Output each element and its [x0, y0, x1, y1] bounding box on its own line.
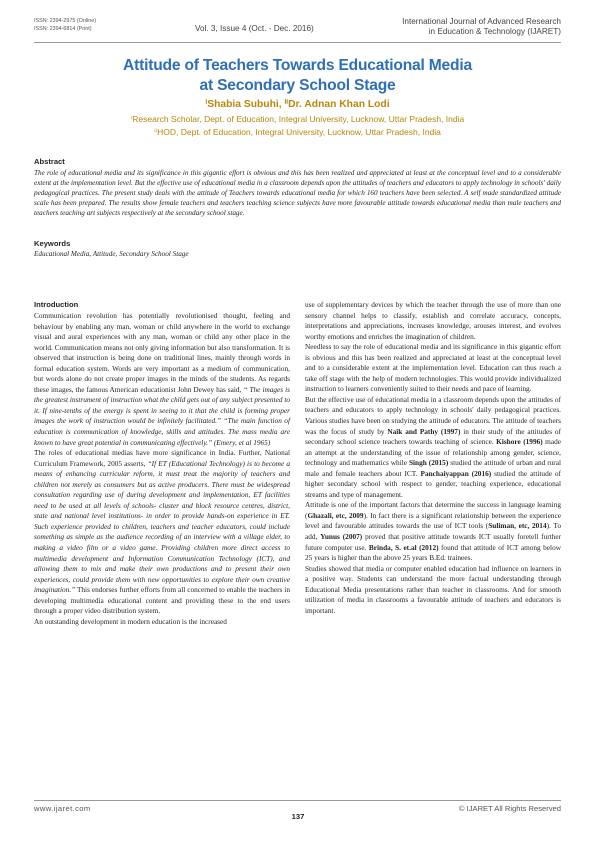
page-number: 137 — [291, 812, 305, 821]
keywords-text: Educational Media, Attitude, Secondary School Stage — [34, 250, 189, 258]
text-run: proved that positive attitude towards ICT usually foretell further future computer use. — [305, 532, 561, 552]
right-column — [305, 300, 561, 616]
text-run: Communication revolution has potentially revolutionised thought, feeling and behaviour by enabling any man, woman or child anywhere in the world to exchange visual and aural experiences with any man, woman or child any other place in the world. Communication means not only giving information but also transformation. It is observed that instruction is being done on traditional lines, mainly through words in formal education system. Words are very important as a medium of communication, but words alone do not create proper images in the minds of the students. As regards these images, the famous American educationist John Dewey has said, — [34, 311, 290, 394]
title-line1: Attitude of Teachers Towards Educational Media — [123, 57, 472, 74]
paragraph — [305, 395, 561, 500]
left-column — [34, 311, 290, 627]
affiliation-2: ⁱⁱHOD, Dept. of Education, Integral University, Lucknow, Uttar Pradesh, India — [154, 127, 441, 137]
text-run: Attitude is one of the important factors that determine the success in language learning ( — [305, 500, 561, 520]
text-run: in their study of the attitudes of secondary school science teachers towards teaching of science. — [305, 426, 561, 447]
journal-website: www.ijaret.com — [34, 804, 91, 813]
citation: Naik and Pathy (1997) — [387, 426, 461, 436]
journal-name-line1: International Journal of Advanced Research — [402, 17, 561, 26]
paper-title — [34, 56, 561, 95]
paragraph — [34, 311, 290, 448]
ncf-quote: “If ET (Educational Technology) is to become a means of enhancing curricular reform, it must treat the majority of teachers and children not merely as consumers but as active producers. There must be widespread consultation regarding use of during development and implementation, ET facilities need to be used at all levels of schools- cluster and block resource centres, district, state and national level institutions- in order to provide hands-on experience in ET. Such experience provided to children, teachers and teacher educators, could include something as simple as the audience recording of an interview with a village elder, to making a video film or a video game. Providing children more direct access to multimedia development and Information Communication Technology (ICT), and allowing them to mix and make their own productions and to present their own experiences, could provide them with new opportunities to explore their own creative imagination.” — [34, 458, 290, 595]
paragraph — [305, 500, 561, 563]
abstract-heading: Abstract — [34, 157, 65, 166]
introduction-heading: Introduction — [34, 300, 79, 309]
text-run: ). In fact there is a significant relationship between the experience level and favourable attitudes towards the use of ICT tools ( — [305, 510, 561, 531]
journal-name-line2: in Education & Technology (IJARET) — [428, 27, 561, 36]
citation: Panchaiyappan (2016) — [420, 468, 492, 478]
text-run: But the effective use of educational media in a classroom depends upon the attitudes of teachers and educators to apply technology in schools' daily pedagogical practices. Various studies have been on studying the attitude of educators. The attitude of teachers was the focus of study by — [305, 394, 561, 436]
citation: Kishore (1996) — [496, 437, 543, 447]
footer-rule — [34, 800, 561, 801]
paragraph: Studies showed that media or computer enabled education had influence on learners in a positive way. Students can understand the more factual understanding through Educational Media presentations rather than teacher in classrooms. And for smooth utilization of media in classrooms a favourable attitude of teachers and educators is important. — [305, 563, 561, 615]
journal-name — [346, 17, 561, 37]
text-run: This endorses further efforts from all concerned to enable the teachers in developing multimedia educational content and providing these to the end users through a proper video distribution system. — [34, 585, 290, 616]
title-line2: at Secondary School Stage — [199, 76, 396, 94]
authors: ⁱShabia Subuhi, ⁱⁱDr. Adnan Khan Lodi — [205, 99, 390, 110]
issn-online: ISSN: 2394-2975 (Online) — [34, 18, 97, 24]
keywords-heading: Keywords — [34, 239, 71, 248]
text-run: found that attitude of ICT among below 25 years is higher than the above 25 years B.Ed. trainees. — [305, 542, 561, 563]
text-run: studied the attitude of urban and rural male and female teachers about ICT. — [305, 458, 561, 478]
text-run: studied the attitude of higher secondary school with respect to gender, teaching experience, educational streams and type of management. — [305, 468, 561, 499]
paragraph — [34, 448, 290, 617]
citation: Singh (2015) — [408, 458, 449, 468]
text-run: The roles of educational medias have more significance in India. Further, National Curriculum Framework, 2005 asserts, — [34, 448, 290, 468]
paragraph — [34, 617, 290, 628]
volume-issue: Vol. 3, Issue 4 (Oct. - Dec. 2016) — [195, 24, 314, 33]
citation: Ghazali, etc, 2009 — [307, 510, 364, 520]
citation: Brinda, S. et.al (2012) — [368, 542, 439, 552]
dewey-quote: “ The images is the greatest instrument of instruction what the child gets out of any subject presented to it. If nine-tenths of the energy is spent in seeing to it that the child is forming proper images the work of instruction would be infinitely facilitated.” “The main function of education is communication of knowledge, skills and attitudes. The mass media are known to have great potential in communicating effectively.” (Emery, et al 1965) — [34, 384, 290, 447]
abstract-text: The role of educational media and its significance in this gigantic effort is obvious and this has been realized and appreciated at least at the conceptual level and to a considerable extent at the implementation level. But the effective use of educational media in a classroom depends upon the attitudes of teachers and educators to apply technology in schools' daily pedagogical practices. The present study deals with the attitude of Teachers towards educational media for which 160 teachers have been selected. A self made standardized attitude scale has been prepared. The results show female teachers and teachers teaching science subjects have more favourable attitude towards educational media than male teachers and teachers teaching art subjects respectively at the secondary school stage. — [34, 169, 561, 218]
text-run: made an attempt at the understanding of the issue of relationship among gender, science, technology and mathematics while — [305, 437, 561, 468]
issn-block — [34, 18, 96, 33]
copyright-notice: © IJARET All Rights Reserved — [458, 804, 561, 813]
issn-print: ISSN: 2394-6814 (Print) — [34, 25, 92, 32]
text-run: An outstanding development in modern education is the increased — [34, 616, 227, 626]
paragraph: use of supplementary devices by which the teacher through the use of more than one sensory channel helps to classify, establish and correlate accuracy, concepts, interpretations and appreciations, increases knowledge, arouses interest, and evolves worthy emotions and enriches the imagination of children. — [305, 300, 561, 341]
citation: Yunus (2007) — [320, 532, 363, 542]
text-run: ). To add, — [305, 521, 561, 542]
citation: Suliman, etc, 2014 — [488, 521, 547, 531]
paragraph: Needless to say the role of educational media and its significance in this gigantic effort is obvious and this has been realized and appreciated at least at the conceptual level and to a considerable extent at the implementation level. Education can thus reach a take off stage with the help of modern technologies. This would provide individualized instruction to learners conveniently suited to their needs and pace of learning. — [305, 342, 561, 394]
affiliation-1: ⁱResearch Scholar, Dept. of Education, Integral University, Lucknow, Uttar Pradesh, India — [130, 114, 465, 124]
header-rule — [34, 42, 561, 43]
